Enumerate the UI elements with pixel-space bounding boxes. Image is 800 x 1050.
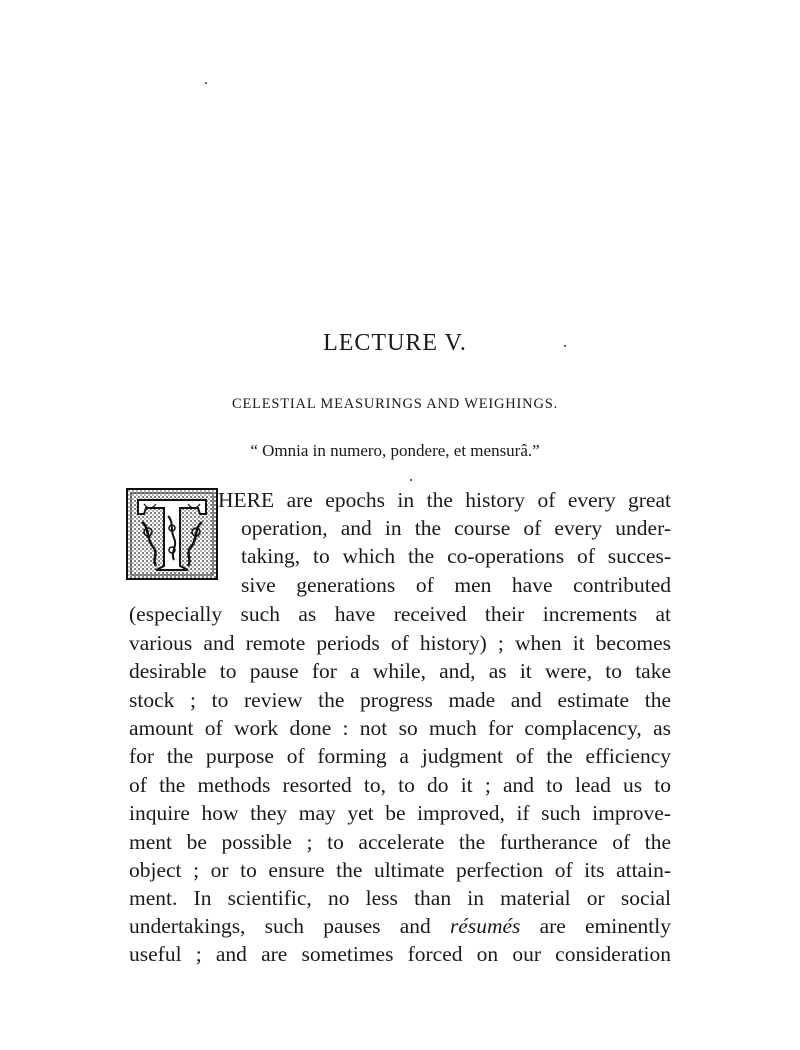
scan-speck (410, 479, 412, 481)
body-line-1: HERE are epochs in the history of every great (218, 488, 671, 512)
scan-speck (564, 345, 566, 347)
body-line-12: inquire how they may yet be improved, if such improve- (129, 801, 671, 825)
scan-speck (205, 82, 207, 84)
body-line-16: undertakings, such pauses and résumés are eminently (129, 914, 671, 938)
body-line-17: useful ; and are sometimes forced on our consideration (129, 942, 671, 966)
lecture-title: LECTURE V. (323, 330, 467, 356)
body-line-6: various and remote periods of history) ; when it becomes (129, 631, 671, 655)
italic-word: résumés (449, 914, 521, 938)
body-line-13: ment be possible ; to accelerate the furtherance of the (129, 830, 671, 854)
body-line-15: ment. In scientific, no less than in material or social (129, 886, 671, 910)
chapter-subtitle: CELESTIAL MEASURINGS AND WEIGHINGS. (231, 396, 559, 412)
body-line-14: object ; or to ensure the ultimate perfection of its attain- (129, 858, 671, 882)
body-line-9: amount of work done : not so much for complacency, as (129, 716, 671, 740)
body-line-3: taking, to which the co-operations of succes- (241, 544, 671, 568)
body-line-4: sive generations of men have contributed (241, 573, 671, 597)
ornate-initial-t-icon (126, 488, 218, 580)
body-line-2: operation, and in the course of every under- (241, 516, 671, 540)
body-line-8: stock ; to review the progress made and estimate the (129, 688, 671, 712)
latin-epigraph: “ Omnia in numero, pondere, et mensurâ.” (250, 441, 540, 460)
body-line-10: for the purpose of forming a judgment of the efficiency (129, 744, 671, 768)
body-line-5: (especially such as have received their increments at (129, 602, 671, 626)
body-line-7: desirable to pause for a while, and, as it were, to take (129, 659, 671, 683)
body-line-11: of the methods resorted to, to do it ; and to lead us to (129, 773, 671, 797)
